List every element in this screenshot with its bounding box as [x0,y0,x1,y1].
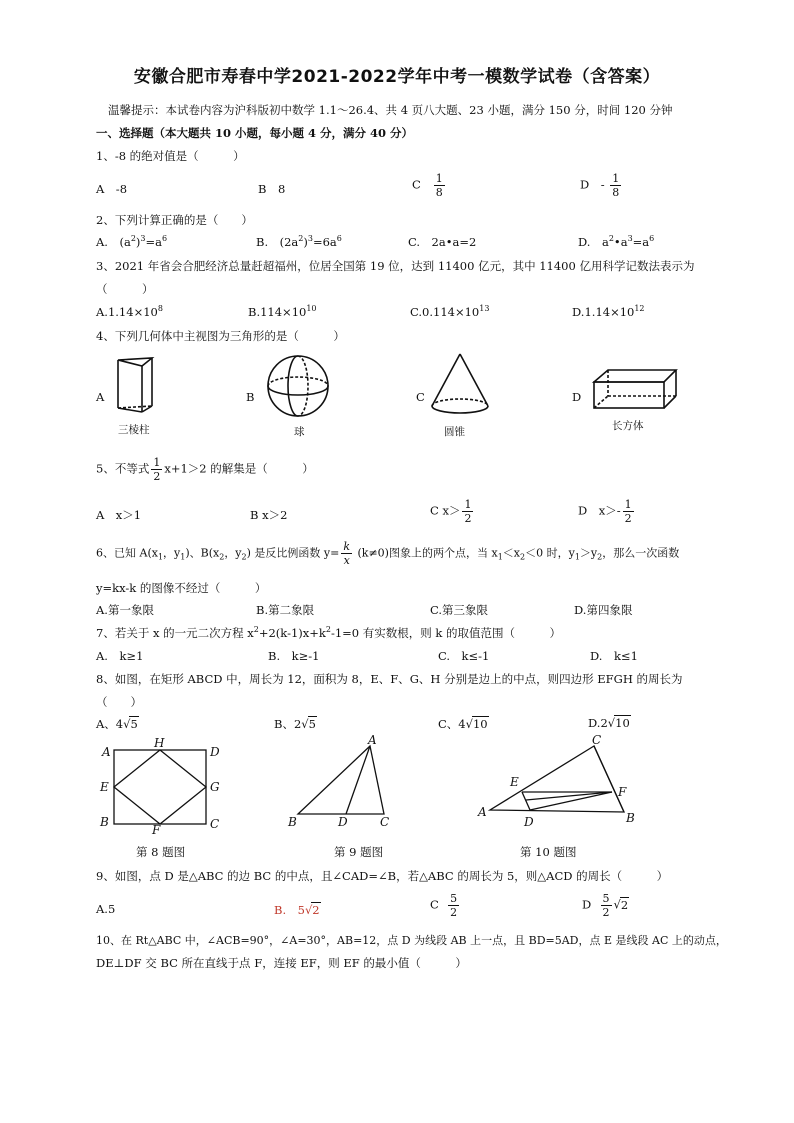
question-6-stem-line1: 6、已知 $A(x_1$，$y_1$)、$B(x_2$，$y_2$) 是反比例函数 y= $\frac{k}{x}$ (k≠0)图象上的两个点，当 $x_1<x_2<0$ 时，$y_1>y_2$，那么一次函数 [96,540,680,567]
label-A: A [368,734,377,747]
triangular-prism-figure [108,352,168,416]
q1-option-d: D - $\frac{1}{8}$ [580,172,620,199]
cuboid-figure [588,362,684,414]
label-A: A [478,805,487,819]
q8-option-d: D.2√10 [588,716,630,730]
figure-8-rectangle [96,736,226,836]
label-H: H [154,736,165,750]
label-D: D [338,815,348,829]
label-E: E [100,780,109,794]
label-D: D [210,745,220,759]
fraction: $\frac{1}{2}$ [624,498,632,525]
q6-option-a: A.第一象限 [96,603,154,617]
q6-option-b: B.第二象限 [256,603,315,617]
caption-cone: 圆锥 [444,426,465,438]
fraction: $\frac{1}{8}$ [612,172,620,199]
question-1-stem: 1、-8 的绝对值是（ ） [96,149,245,163]
q1-option-b: B 8 [258,182,286,196]
q7-option-b: B. k≥-1 [268,649,320,663]
q8-option-a: A、4√5 [96,717,138,731]
cone-figure [426,350,496,418]
label-F: F [152,823,161,836]
sphere-figure [264,352,336,420]
question-10-stem-line1: 10、在 Rt△ABC 中，∠ACB=90°，∠A=30°，AB=12，点 D 为线段 AB 上一点，且 BD=5AD，点 E 是线段 AC 上的动点， [96,934,727,947]
q1-option-a: A -8 [96,182,128,196]
question-3-stem: 3、2021 年省会合肥经济总量赶超福州，位居全国第 19 位，达到 11400 亿元，其中 11400 亿用科学记数法表示为 [96,259,695,273]
caption-cuboid: 长方体 [612,420,644,432]
q5-option-c: C x＞ $\frac{1}{2}$ [430,498,472,525]
q2-option-a: A. $(a^2)^3=a^6$ [96,234,168,249]
q9-option-a: A.5 [96,902,116,916]
q9-option-c: C $\frac{5}{2}$ [430,892,458,919]
q2-option-d: D. $a^2•a^3=a^6$ [578,234,655,249]
question-6-stem-line2: y=kx-k 的图像不经过（ ） [96,581,267,595]
question-2-stem: 2、下列计算正确的是（ ） [96,213,253,227]
question-10-stem-line2: DE⊥DF 交 BC 所在直线于点 F，连接 EF，则 EF 的最小值（ ） [96,956,467,970]
q6-option-d: D.第四象限 [574,603,633,617]
q4-label-d: D [572,390,582,404]
label-G: G [210,780,220,794]
q2-option-c: C. 2a•a=2 [408,235,477,249]
label-A: A [102,745,111,759]
caption-figure-10: 第 10 题图 [520,845,577,859]
q4-label-b: B [246,390,255,404]
question-8-stem: 8、如图，在矩形 ABCD 中，周长为 12，面积为 8，E、F、G、H 分别是边上的中点，则四边形 EFGH 的周长为 [96,672,683,686]
fraction: $\frac{1}{2}$ [153,456,161,483]
fraction: $\frac{1}{2}$ [464,498,472,525]
q5-option-a: A x＞1 [96,508,142,522]
fraction: $\frac{5}{2}$ [602,892,610,919]
q7-option-d: D. k≤1 [590,649,638,663]
q7-option-c: C. k≤-1 [438,649,490,663]
q9-option-b: B. 5√2 [274,903,320,917]
label-B: B [100,815,109,829]
q6-option-c: C.第三象限 [430,603,489,617]
q8-option-c: C、4√10 [438,717,488,731]
q4-label-a: A [96,390,105,404]
figure-9-triangle [282,734,398,834]
q3-option-d: $D.1.14\times 10^{12}$ [572,304,645,319]
fraction: $\frac{5}{2}$ [450,892,458,919]
label-B: B [288,815,297,829]
question-7-stem: 7、若关于 x 的一元二次方程 $x^2+2(k-1)x+k^2-1=0$ 有实数根，则 k 的取值范围（ ） [96,625,562,640]
q4-label-c: C [416,390,425,404]
caption-sphere: 球 [294,426,305,438]
label-B: B [626,811,635,825]
q5-option-b: B x＞2 [250,508,288,522]
question-9-stem: 9、如图，点 D 是△ABC 的边 BC 的中点，且∠CAD=∠B，若△ABC 的周长为 5，则△ACD 的周长（ ） [96,869,669,883]
label-C: C [380,815,390,829]
q1-option-c: C $\frac{1}{8}$ [412,172,443,199]
q9-option-d: D $\frac{5}{2}$ √2 [582,892,629,919]
q7-option-a: A. k≥1 [96,649,144,663]
q3-option-a: $A.1.14\times 10^8$ [96,304,163,319]
label-C: C [210,817,220,831]
caption-prism: 三棱柱 [118,424,150,436]
caption-figure-8: 第 8 题图 [136,845,186,859]
page-title: 安徽合肥市寿春中学2021-2022学年中考一模数学试卷（含答案） [133,67,661,87]
section-heading: 一、选择题（本大题共 10 小题，每小题 4 分，满分 40 分） [96,126,414,140]
fraction: $\frac{k}{x}$ [343,540,351,567]
question-3-blank: （ ） [96,282,154,296]
q3-option-b: $B.114\times 10^{10}$ [248,304,317,319]
label-C: C [592,734,602,747]
question-5-stem: 5、不等式 $\frac{1}{2}$ x+1＞2 的解集是（ ） [96,456,314,483]
exam-tip: 温馨提示：本试卷内容为沪科版初中数学 1.1～26.4、共 4 页八大题、23 小题，满分 150 分，时间 120 分钟 [108,103,673,117]
q2-option-b: B. $(2a^2)^3=6a^6$ [256,234,342,249]
label-D: D [524,815,534,829]
fraction: $\frac{1}{8}$ [435,172,443,199]
q3-option-c: $C.0.114\times 10^{13}$ [410,304,490,319]
label-F: F [618,785,627,799]
caption-figure-9: 第 9 题图 [334,845,384,859]
question-4-stem: 4、下列几何体中主视图为三角形的是（ ） [96,329,345,343]
label-E: E [510,775,519,789]
question-8-blank: （ ） [96,695,142,709]
q8-option-b: B、2√5 [274,717,316,731]
q5-option-d: D x＞- $\frac{1}{2}$ [578,498,632,525]
figure-10-triangle [474,734,644,832]
